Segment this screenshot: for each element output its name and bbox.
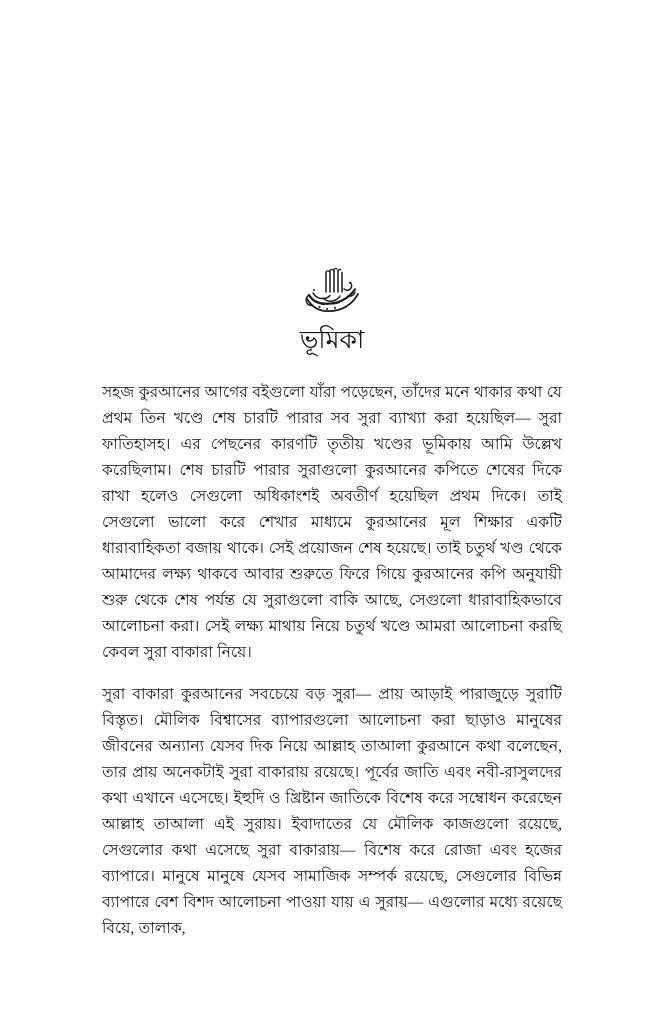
- page-content: [102, 0, 562, 942]
- paragraph: সুরা বাকারা কুরআনের সবচেয়ে বড় সুরা— প্রায় আড়াই পারাজুড়ে সুরাটি বিস্তৃত। মৌলিক বিশ্বাসের ব্যাপারগুলো আলোচনা করা ছাড়াও মানুষের জীবনের অন্যান্য যেসব দিক নিয়ে আল্লাহ তাআলা কুরআনে কথা বলেছেন, তার প্রায় অনেকটাই সুরা বাকারায় রয়েছে। পূর্বের জাতি এবং নবী-রাসুলদের কথা এখানে এসেছে। ইহুদি ও খ্রিষ্টান জাতিকে বিশেষ করে সম্বোধন করেছেন আল্লাহ তাআলা এই সুরায়। ইবাদাতের যে মৌলিক কাজগুলো রয়েছে, সেগুলোর কথা এসেছে সুরা বাকারায়— বিশেষ করে রোজা এবং হজের ব্যাপারে। মানুষে মানুষে যেসব সামাজিক সম্পর্ক রয়েছে, সেগুলোর বিভিন্ন ব্যাপারে বেশ বিশদ আলোচনা পাওয়া যায় এ সুরায়— এগুলোর মধ্যে রয়েছে বিয়ে, তালাক,: [102, 686, 562, 937]
- bismillah-calligraphy: [102, 0, 562, 320]
- body-text: [102, 380, 562, 942]
- paragraph: সহজ কুরআনের আগের বইগুলো যাঁরা পড়েছেন, তাঁদের মনে থাকার কথা যে প্রথম তিন খণ্ডে শেষ চারটি পারার সব সুরা ব্যাখ্যা করা হয়েছিল— সুরা ফাতিহাসহ। এর পেছনের কারণটি তৃতীয় খণ্ডের ভূমিকায় আমি উল্লেখ করেছিলাম। শেষ চারটি পারার সুরাগুলো কুরআনের কপিতে শেষের দিকে রাখা হলেও সেগুলো অধিকাংশই অবতীর্ণ হয়েছিল প্রথম দিকে। তাই সেগুলো ভালো করে শেখার মাধ্যমে কুরআনের মূল শিক্ষার একটি ধারাবাহিকতা বজায় থাকে। সেই প্রয়োজন শেষ হয়েছে। তাই চতুর্থ খণ্ড থেকে আমাদের লক্ষ্য থাকবে আবার শুরুতে ফিরে গিয়ে কুরআনের কপি অনুযায়ী শুরু থেকে শেষ পর্যন্ত যে সুরাগুলো বাকি আছে, সেগুলো ধারাবাহিকভাবে আলোচনা করা। সেই লক্ষ্য মাথায় নিয়ে চতুর্থ খণ্ডে আমরা আলোচনা করছি কেবল সুরা বাকারা নিয়ে।: [102, 384, 562, 661]
- page-title: ভূমিকা: [299, 327, 365, 354]
